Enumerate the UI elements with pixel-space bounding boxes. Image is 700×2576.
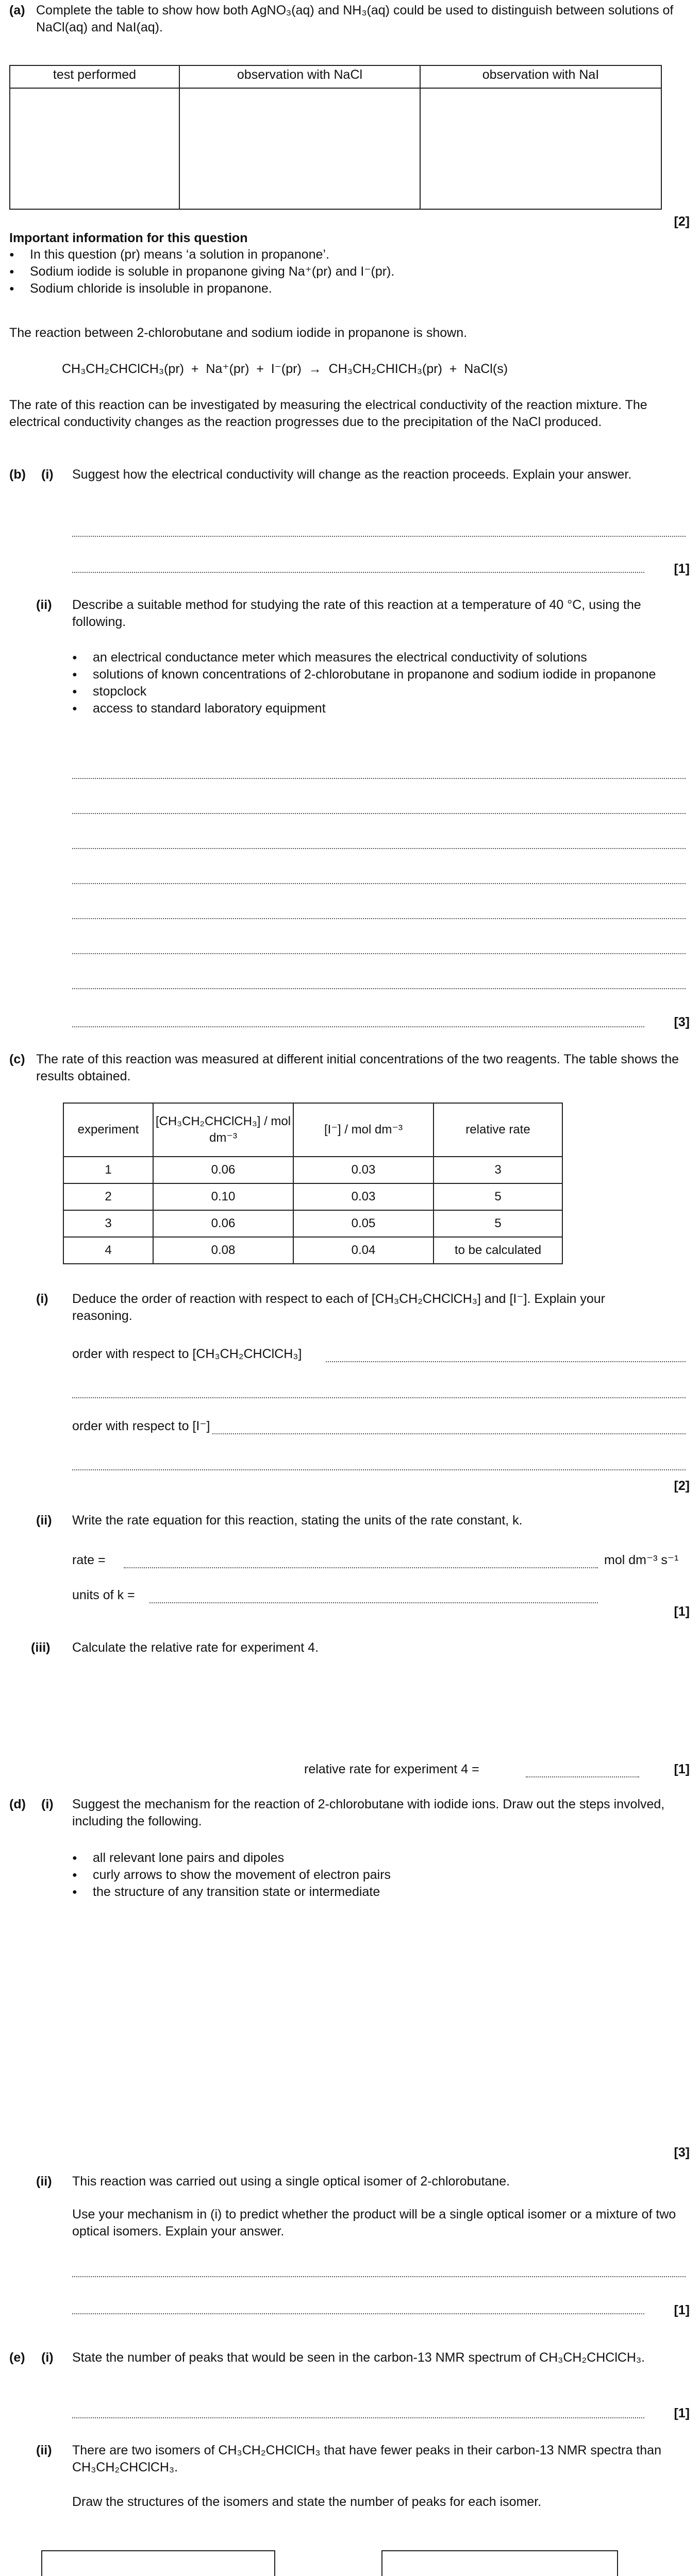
part-e-i-question: State the number of peaks that would be seen in the carbon-13 NMR spectrum of CH₃CH₂CHClCH₃. <box>72 2350 645 2365</box>
table-header-nacl: observation with NaCl <box>179 65 420 88</box>
table-row <box>63 1183 562 1210</box>
answer-line[interactable] <box>72 848 686 849</box>
part-d-ii-q1: This reaction was carried out using a single optical isomer of 2-chlorobutane. <box>72 2174 510 2189</box>
reaction-intro: The reaction between 2-chlorobutane and sodium iodide in propanone is shown. <box>9 326 468 340</box>
part-d-i-question: Suggest the mechanism for the reaction of 2-chlorobutane with iodide ions. Draw out the steps involved, including the following. <box>72 1797 665 1828</box>
answer-cell-nai[interactable] <box>420 88 661 209</box>
part-e-ii-label: (ii) <box>36 2443 52 2458</box>
info-bullet: ● Sodium iodide is soluble in propanone giving Na⁺(pr) and I⁻(pr). <box>9 263 669 280</box>
table-cell: 0.08 <box>153 1237 293 1264</box>
part-d-i-bullets <box>72 1850 665 1901</box>
part-a-question: Complete the table to show how both AgNO₃(aq) and NH₃(aq) could be used to distinguish between solutions of NaCl(aq) and NaI(aq). <box>36 3 674 35</box>
table-cell: 0.03 <box>293 1157 434 1183</box>
rate-units: mol dm⁻³ s⁻¹ <box>604 1553 679 1567</box>
rate-table-header: relative rate <box>434 1103 562 1157</box>
part-b-label: (b) <box>9 467 26 482</box>
rate-table <box>63 1103 563 1264</box>
part-d-label: (d) <box>9 1797 26 1811</box>
part-a-table <box>9 65 662 210</box>
part-c-label: (c) <box>9 1052 25 1066</box>
part-c-i-marks: [2] <box>674 1479 690 1493</box>
info-bullet: ● Sodium chloride is insoluble in propanone. <box>9 280 669 297</box>
part-b-i-question: Suggest how the electrical conductivity will change as the reaction proceeds. Explain your answer. <box>72 467 632 482</box>
mechanism-bullet: ● all relevant lone pairs and dipoles <box>72 1850 665 1867</box>
rate-table-header: [CH₃CH₂CHClCH₃] / mol dm⁻³ <box>153 1103 293 1157</box>
mechanism-bullet: ● the structure of any transition state or intermediate <box>72 1884 665 1901</box>
table-cell: 0.05 <box>293 1210 434 1237</box>
units-k-label: units of k = <box>72 1588 135 1602</box>
part-c-ii-marks: [1] <box>674 1604 690 1619</box>
table-cell: 3 <box>63 1210 153 1237</box>
answer-line[interactable] <box>72 778 686 779</box>
table-cell: 0.04 <box>293 1237 434 1264</box>
part-b-ii-question: Describe a suitable method for studying the rate of this reaction at a temperature of 40 °C, using the following. <box>72 598 641 629</box>
answer-line[interactable] <box>72 883 686 884</box>
table-cell: 0.03 <box>293 1183 434 1210</box>
answer-line[interactable] <box>72 988 686 989</box>
answer-line[interactable] <box>72 2276 686 2277</box>
answer-line[interactable] <box>72 2417 644 2418</box>
answer-line[interactable] <box>72 813 686 814</box>
answer-line[interactable] <box>72 1397 686 1398</box>
table-header-nai: observation with NaI <box>420 65 661 88</box>
units-k-line[interactable] <box>149 1602 598 1603</box>
relative-rate-label: relative rate for experiment 4 = <box>304 1762 479 1776</box>
method-bullet: ● access to standard laboratory equipment <box>72 700 691 717</box>
part-b-ii-label: (ii) <box>36 598 52 612</box>
table-cell: 0.06 <box>153 1210 293 1237</box>
reaction-equation: CH₃CH₂CHClCH₃(pr) + Na⁺(pr) + I⁻(pr) → CH₃CH₂CHICH₃(pr) + NaCl(s) <box>62 362 508 376</box>
answer-line[interactable] <box>72 918 686 919</box>
table-cell: 1 <box>63 1157 153 1183</box>
table-cell: 2 <box>63 1183 153 1210</box>
answer-cell-test[interactable] <box>10 88 179 209</box>
rate-label: rate = <box>72 1553 106 1567</box>
answer-line[interactable] <box>72 1026 644 1027</box>
answer-line[interactable] <box>72 1469 686 1470</box>
table-cell: 3 <box>434 1157 562 1183</box>
part-d-i-marks: [3] <box>674 2145 690 2160</box>
part-c-i-label: (i) <box>36 1292 48 1306</box>
part-c-i-question: Deduce the order of reaction with respect to each of [CH₃CH₂CHClCH₃] and [I⁻]. Explain your reasoning. <box>72 1292 605 1323</box>
part-c-iii-label: (iii) <box>31 1640 51 1655</box>
part-b-ii-marks: [3] <box>674 1015 690 1029</box>
answer-cell-nacl[interactable] <box>179 88 420 209</box>
part-b-ii-bullets <box>72 649 691 717</box>
table-cell: 0.06 <box>153 1157 293 1183</box>
order-label-2: order with respect to [I⁻] <box>72 1419 210 1433</box>
table-row <box>63 1210 562 1237</box>
answer-line[interactable] <box>72 2313 644 2314</box>
info-bullets <box>9 246 669 297</box>
table-cell: 5 <box>434 1183 562 1210</box>
method-bullet: ● solutions of known concentrations of 2-chlorobutane in propanone and sodium iodide in propanone <box>72 666 691 683</box>
table-cell: 0.10 <box>153 1183 293 1210</box>
part-e-i-marks: [1] <box>674 2406 690 2420</box>
part-e-i-label: (i) <box>41 2350 54 2365</box>
part-c-iii-question: Calculate the relative rate for experiment 4. <box>72 1640 319 1655</box>
rate-table-header: experiment <box>63 1103 153 1157</box>
part-a-label: (a) <box>9 3 25 18</box>
rate-text: The rate of this reaction can be investigated by measuring the electrical conductivity of the reaction mixture. The electrical conductivity changes as the reaction progresses due to the precipitation of the NaCl produced. <box>9 398 647 429</box>
info-heading: Important information for this question <box>9 231 248 245</box>
table-header-test: test performed <box>10 65 179 88</box>
rate-equation-line[interactable] <box>124 1567 598 1568</box>
part-d-i-label: (i) <box>41 1797 54 1811</box>
part-d-ii-marks: [1] <box>674 2303 690 2317</box>
part-b-i-label: (i) <box>41 467 54 482</box>
info-bullet: ● In this question (pr) means ‘a solution in propanone’. <box>9 246 669 263</box>
method-bullet: ● stopclock <box>72 683 691 700</box>
answer-line[interactable] <box>326 1361 686 1362</box>
part-e-label: (e) <box>9 2350 25 2365</box>
answer-line[interactable] <box>212 1433 686 1434</box>
table-row <box>63 1157 562 1183</box>
method-bullet: ● an electrical conductance meter which measures the electrical conductivity of solutions <box>72 649 691 666</box>
part-e-ii-q1: There are two isomers of CH₃CH₂CHClCH₃ that have fewer peaks in their carbon-13 NMR spectra than CH₃CH₂CHClCH₃. <box>72 2443 661 2475</box>
table-cell: 4 <box>63 1237 153 1264</box>
rate-table-header: [I⁻] / mol dm⁻³ <box>293 1103 434 1157</box>
part-c-ii-question: Write the rate equation for this reaction, stating the units of the rate constant, k. <box>72 1513 523 1528</box>
table-cell: 5 <box>434 1210 562 1237</box>
relative-rate-line[interactable] <box>526 1776 639 1777</box>
part-c-iii-marks: [1] <box>674 1762 690 1776</box>
mechanism-drawing-area[interactable] <box>72 1906 686 2133</box>
isomer-1-box[interactable] <box>41 2550 275 2576</box>
order-label-1: order with respect to [CH₃CH₂CHClCH₃] <box>72 1347 302 1361</box>
part-e-ii-q2: Draw the structures of the isomers and state the number of peaks for each isomer. <box>72 2495 542 2509</box>
part-a-marks: [2] <box>674 214 690 229</box>
part-d-ii-q2: Use your mechanism in (i) to predict whether the product will be a single optical isomer or a mixture of two optical isomers. Explain your answer. <box>72 2207 676 2239</box>
table-cell: to be calculated <box>434 1237 562 1264</box>
answer-line[interactable] <box>72 572 644 573</box>
part-d-ii-label: (ii) <box>36 2174 52 2189</box>
part-c-ii-label: (ii) <box>36 1513 52 1528</box>
answer-line[interactable] <box>72 536 686 537</box>
mechanism-bullet: ● curly arrows to show the movement of electron pairs <box>72 1867 665 1884</box>
isomer-2-box[interactable] <box>381 2550 618 2576</box>
part-b-i-marks: [1] <box>674 562 690 576</box>
part-c-intro: The rate of this reaction was measured at different initial concentrations of the two reagents. The table shows the results obtained. <box>36 1052 679 1083</box>
table-row <box>63 1237 562 1264</box>
answer-line[interactable] <box>72 953 686 954</box>
